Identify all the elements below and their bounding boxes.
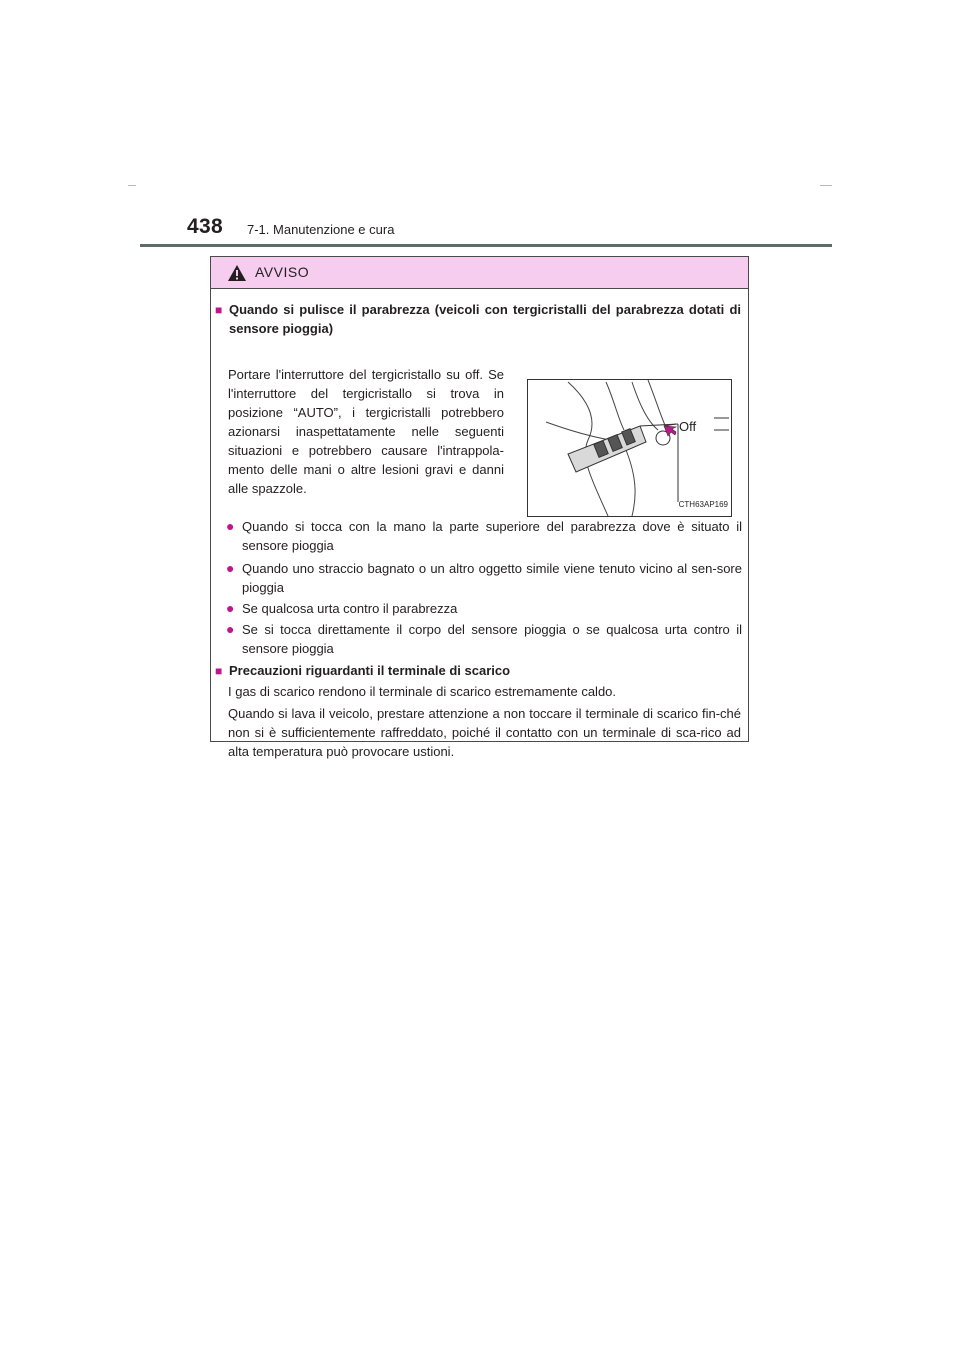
wiper-switch-figure bbox=[527, 379, 732, 517]
crop-mark-left bbox=[128, 185, 136, 186]
square-bullet-icon: ■ bbox=[215, 303, 223, 317]
page-number: 438 bbox=[187, 215, 223, 238]
intro-paragraph: Portare l'interruttore del tergicristallo su off. Se l'interruttore del tergicristallo si trova in posizione “AUTO”, i tergicristalli potrebbero azionarsi inaspettatamente nelle seguenti situazioni e potrebbero causare l'intrappola-mento delle mani o altre lesioni gravi e danni alle spazzole. bbox=[228, 367, 504, 496]
warning-header bbox=[211, 257, 748, 289]
section-title: 7-1. Manutenzione e cura bbox=[247, 222, 395, 237]
section-heading-exhaust: ■ Precauzioni riguardanti il terminale di scarico bbox=[215, 661, 510, 681]
round-bullet-icon: ● bbox=[226, 518, 235, 534]
round-bullet-icon: ● bbox=[226, 621, 235, 637]
figure-code: CTH63AP169 bbox=[678, 500, 728, 509]
square-bullet-icon: ■ bbox=[215, 664, 223, 678]
figure-label-off: Off bbox=[679, 419, 697, 434]
round-bullet-icon: ● bbox=[226, 600, 235, 616]
exhaust-paragraph-1: I gas di scarico rendono il terminale di scarico estremamente caldo. bbox=[228, 684, 617, 699]
exhaust-paragraph-2: Quando si lava il veicolo, prestare attenzione a non toccare il terminale di scarico fin-ché non si è sufficientemente raffreddato, poiché il contatto con un terminale di sca-rico ad alta temperatura può provocare ustioni. bbox=[228, 706, 741, 759]
section-heading-windshield: ■ Quando si pulisce il parabrezza (veicoli con tergicristalli del parabrezza dotati di sensore pioggia) bbox=[215, 302, 741, 336]
header-rule bbox=[140, 244, 832, 247]
warning-title: AVVISO bbox=[255, 264, 310, 280]
warning-triangle-icon bbox=[227, 264, 247, 282]
round-bullet-icon: ● bbox=[226, 560, 235, 576]
warning-box: AVVISO ■ Quando si pulisce il parabrezza (veicoli con tergicristalli del parabrezza dotati di sensore pioggia) Portare l'interruttore del tergicristallo su off. Se l'interruttore del tergicristallo si trova in posizione “AUTO”, i tergicristalli potrebbero azionarsi inaspettatamente nelle seguenti situazioni e potrebbero causare l'intrappola-mento delle mani o altre lesioni gravi e danni alle spazzole. Off CTH63AP169 ● Quando si tocca con la mano la parte superiore del parabrezza dove è situato il sensore pioggia ● Quando uno straccio bagnato o un altro oggetto simile viene tenuto vicino al sen-sore pioggia ● Se qualcosa urta contro il parabrezza ● Se si tocca direttamente il corpo del sensore pioggia o se qualcosa urta contro il sensore pioggia ■ Precauzioni riguardanti il terminale di scarico I gas di scarico rendono il terminale di scarico estremamente caldo. Quando si lava il veicolo, prestare attenzione a non toccare il terminale di scarico fin-ché non si è sufficientemente raffreddato, poiché il contatto con un terminale di sca-rico ad alta temperatura può provocare ustioni. bbox=[210, 256, 749, 742]
crop-mark-right bbox=[820, 185, 832, 186]
